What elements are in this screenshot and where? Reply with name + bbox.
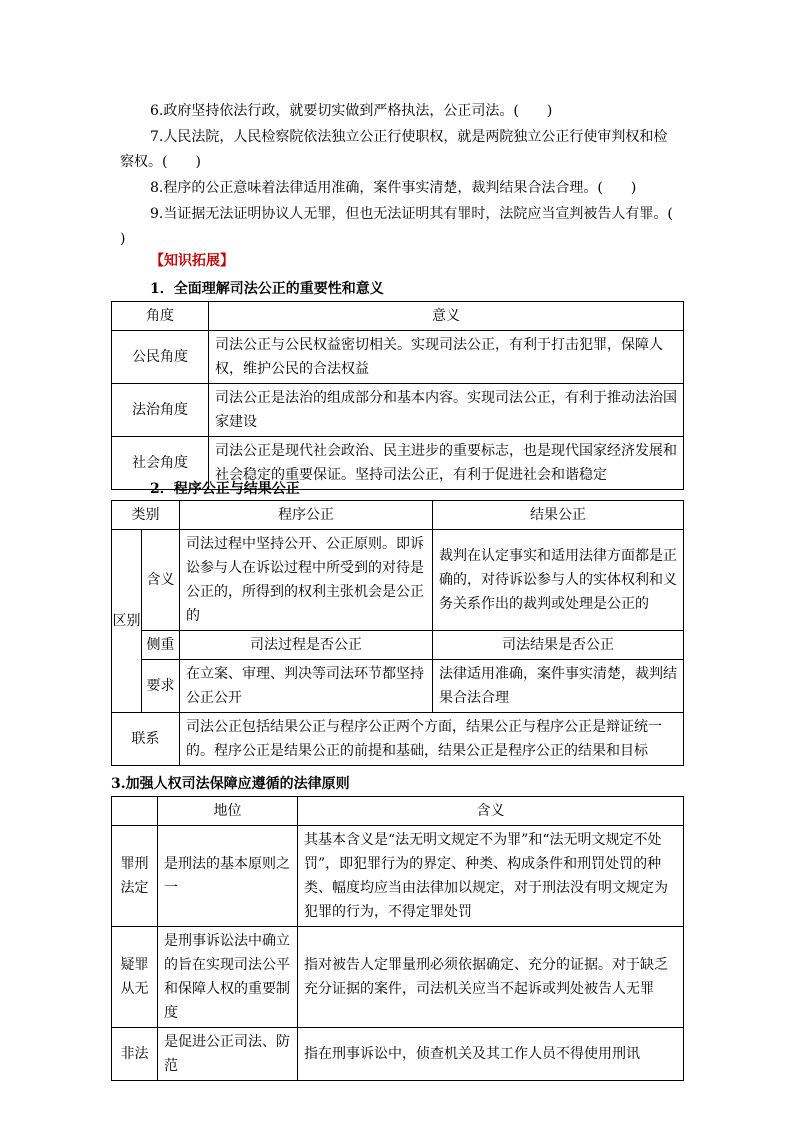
table3-header-empty	[112, 797, 158, 826]
table-row	[112, 660, 684, 713]
table3-principle-name: 非法	[112, 1028, 158, 1081]
table-row	[112, 1028, 684, 1081]
table1-meaning: 司法公正是法治的组成部分和基本内容。实现司法公正，有利于推动法治国家建设	[209, 384, 684, 437]
table2-result-cell: 法律适用准确，案件事实清楚，裁判结果合法合理	[433, 660, 684, 713]
table2-header-procedural: 程序公正	[180, 501, 433, 530]
table-row	[112, 631, 684, 660]
table3-meaning-cell: 其基本含义是“法无明文规定不为罪”和“法无明文规定不处罚”，即犯罪行为的界定、种类、构成条件和刑罚处罚的种类、幅度均应当由法律加以规定，对于刑法没有明文规定为犯罪的行为，不得定罪处罚	[298, 826, 684, 927]
question-6: 6.政府坚持依法行政，就要切实做到严格执法，公正司法。( )	[150, 103, 553, 119]
table1-angle: 法治角度	[112, 384, 209, 437]
table2-link-label: 联系	[112, 713, 180, 766]
table2-procedural-cell: 司法过程是否公正	[180, 631, 433, 660]
question-9-cont: )	[120, 231, 126, 247]
table-procedural-vs-result	[111, 500, 684, 766]
table-row	[112, 384, 684, 437]
table-row	[112, 530, 684, 631]
table3-header-status: 地位	[158, 797, 298, 826]
section-title-knowledge-extension: 【知识拓展】	[150, 253, 234, 269]
table3-status-cell: 是刑事诉讼法中确立的旨在实现司法公平和保障人权的重要制度	[158, 927, 298, 1028]
table2-procedural-cell: 司法过程中坚持公开、公正原则。即诉讼参与人在诉讼过程中所受到的对待是公正的，所得到的权利主张机会是公正的	[180, 530, 433, 631]
table2-header-category: 类别	[112, 501, 180, 530]
table1-header-meaning: 意义	[209, 302, 684, 331]
table2-title: 2．程序公正与结果公正	[150, 481, 300, 497]
table3-principle-name: 罪刑法定	[112, 826, 158, 927]
table2-result-cell: 裁判在认定事实和适用法律方面都是正确的，对待诉讼参与人的实体权利和义务关系作出的裁判或处理是公正的	[433, 530, 684, 631]
table3-title: 3.加强人权司法保障应遵循的法律原则	[111, 776, 350, 792]
table2-result-cell: 司法结果是否公正	[433, 631, 684, 660]
table3-meaning-cell: 指在刑事诉讼中，侦查机关及其工作人员不得使用刑讯	[298, 1028, 684, 1081]
table-legal-principles	[111, 796, 684, 1081]
table1-header-angle: 角度	[112, 302, 209, 331]
table3-principle-name: 疑罪从无	[112, 927, 158, 1028]
table1-title: 1．全面理解司法公正的重要性和意义	[150, 281, 384, 297]
table2-row-label: 含义	[142, 530, 180, 631]
table-justice-significance	[111, 301, 684, 490]
table1-angle: 公民角度	[112, 331, 209, 384]
table1-meaning: 司法公正是现代社会政治、民主进步的重要标志，也是现代国家经济发展和社会稳定的重要保证。坚持司法公正，有利于促进社会和谐稳定	[209, 437, 684, 490]
table3-status-cell: 是促进公正司法、防范	[158, 1028, 298, 1081]
table3-meaning-cell: 指对被告人定罪量刑必须依据确定、充分的证据。对于缺乏充分证据的案件，司法机关应当不起诉或判处被告人无罪	[298, 927, 684, 1028]
table3-status-cell: 是刑法的基本原则之一	[158, 826, 298, 927]
table-row	[112, 331, 684, 384]
question-8: 8.程序的公正意味着法律适用准确，案件事实清楚，裁判结果合法合理。( )	[150, 180, 637, 196]
table3-header-meaning: 含义	[298, 797, 684, 826]
table2-row-label: 要求	[142, 660, 180, 713]
question-9: 9.当证据无法证明协议人无罪，但也无法证明其有罪时，法院应当宣判被告人有罪。(	[150, 206, 673, 222]
table-row	[112, 713, 684, 766]
table1-meaning: 司法公正与公民权益密切相关。实现司法公正，有利于打击犯罪，保障人权，维护公民的合法权益	[209, 331, 684, 384]
table2-header-result: 结果公正	[433, 501, 684, 530]
table-row	[112, 826, 684, 927]
question-7-cont: 察权。( )	[120, 154, 201, 170]
table2-procedural-cell: 在立案、审理、判决等司法环节都坚持公正公开	[180, 660, 433, 713]
table2-group-difference: 区别	[112, 530, 142, 713]
table-row	[112, 927, 684, 1028]
table1-angle: 社会角度	[112, 437, 209, 490]
table2-link-text: 司法公正包括结果公正与程序公正两个方面，结果公正与程序公正是辩证统一的。程序公正是结果公正的前提和基础，结果公正是程序公正的结果和目标	[180, 713, 684, 766]
question-7: 7.人民法院，人民检察院依法独立公正行使职权，就是两院独立公正行使审判权和检	[150, 129, 668, 145]
table2-row-label: 侧重	[142, 631, 180, 660]
